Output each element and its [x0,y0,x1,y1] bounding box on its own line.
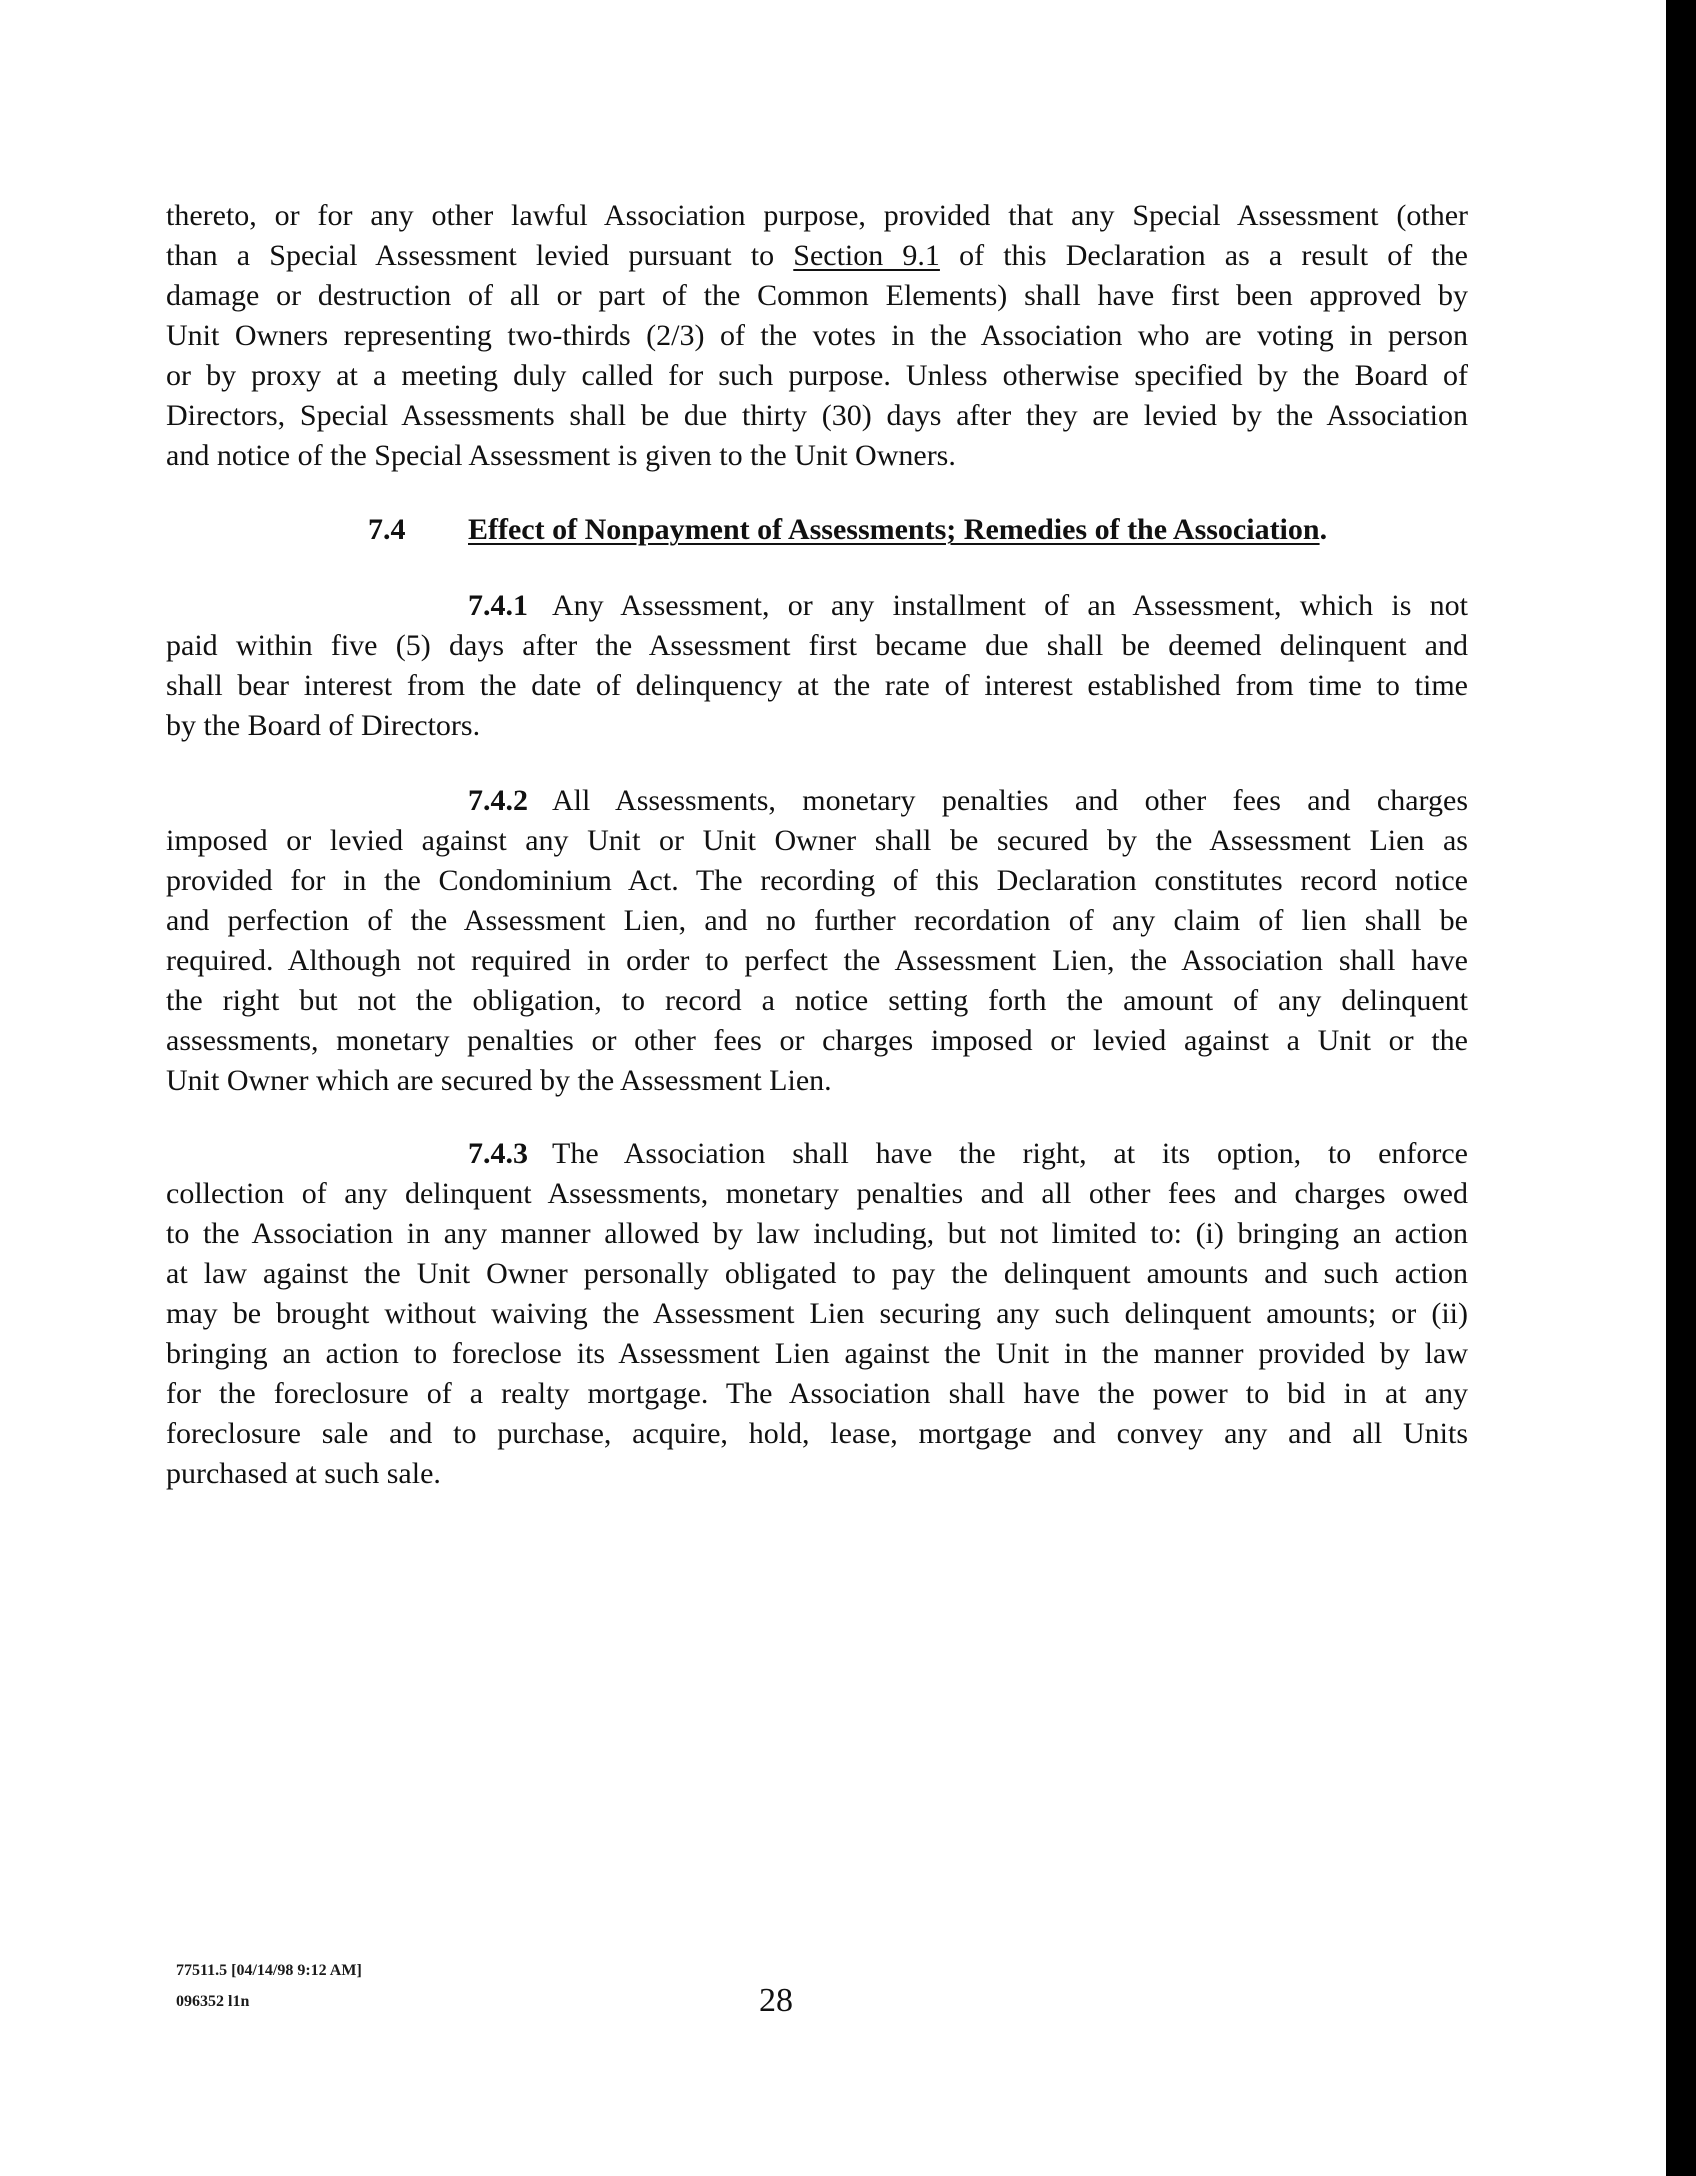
section-heading [368,510,1327,550]
footer-doc-id: 77511.5 [04/14/98 9:12 AM] [176,1962,362,1979]
text-line: may be brought without waiving the Assessment Lien securing any such delinquent amounts; or (ii) [166,1297,1468,1330]
text-segment: The Association shall have the right, at its option, to enforce [552,1137,1468,1170]
text-line: Directors, Special Assessments shall be due thirty (30) days after they are levied by the Association [166,399,1468,432]
text-segment: of this Declaration as a result of the [939,239,1468,272]
subsection-7-4-2 [166,781,1468,1101]
text-line: to the Association in any manner allowed by law including, but not limited to: (i) bringing an action [166,1217,1468,1250]
section-reference-link[interactable]: Section 9.1 [793,239,940,272]
text-line: assessments, monetary penalties or other fees or charges imposed or levied against a Unit or the [166,1024,1468,1057]
subsection-number: 7.4.1 [468,589,528,622]
section-title: Effect of Nonpayment of Assessments; Remedies of the Association [468,513,1320,546]
subsection-7-4-1 [166,586,1468,746]
text-line: imposed or levied against any Unit or Unit Owner shall be secured by the Assessment Lien as [166,824,1468,857]
subsection-number: 7.4.3 [468,1137,528,1170]
text-line: for the foreclosure of a realty mortgage. The Association shall have the power to bid in at any [166,1377,1468,1410]
text-line: paid within five (5) days after the Assessment first became due shall be deemed delinquent and [166,629,1468,662]
text-line: purchased at such sale. [166,1457,441,1490]
text-line: and perfection of the Assessment Lien, and no further recordation of any claim of lien shall be [166,904,1468,937]
text-line: shall bear interest from the date of delinquency at the rate of interest established from time to time [166,669,1468,702]
text-line: at law against the Unit Owner personally obligated to pay the delinquent amounts and such action [166,1257,1468,1290]
page-number: 28 [759,1982,793,2019]
text-segment: Any Assessment, or any installment of an Assessment, which is not [552,589,1468,622]
text-line: damage or destruction of all or part of the Common Elements) shall have first been approved by [166,279,1468,312]
text-line: or by proxy at a meeting duly called for such purpose. Unless otherwise specified by the Board of [166,359,1468,392]
text-line [166,236,1468,276]
text-segment: than a Special Assessment levied pursuant to [166,239,794,272]
text-line: the right but not the obligation, to record a notice setting forth the amount of any delinquent [166,984,1468,1017]
text-line: provided for in the Condominium Act. The recording of this Declaration constitutes record notice [166,864,1468,897]
text-line: Unit Owners representing two-thirds (2/3) of the votes in the Association who are voting in person [166,319,1468,352]
text-line: and notice of the Special Assessment is given to the Unit Owners. [166,439,956,472]
text-line: bringing an action to foreclose its Assessment Lien against the Unit in the manner provided by law [166,1337,1468,1370]
text-line: collection of any delinquent Assessments, monetary penalties and all other fees and charges owed [166,1177,1468,1210]
text-line: Unit Owner which are secured by the Assessment Lien. [166,1064,832,1097]
text-segment: All Assessments, monetary penalties and other fees and charges [552,784,1468,817]
text-line: foreclosure sale and to purchase, acquire, hold, lease, mortgage and convey any and all Units [166,1417,1468,1450]
footer-doc-code: 096352 l1n [176,1993,250,2010]
subsection-number: 7.4.2 [468,784,528,817]
text-line [166,1134,1468,1174]
text-line: required. Although not required in order to perfect the Assessment Lien, the Association shall have [166,944,1468,977]
text-line: thereto, or for any other lawful Association purpose, provided that any Special Assessment (other [166,199,1468,232]
section-number: 7.4 [368,513,406,546]
text-line [166,781,1468,821]
text-line [166,586,1468,626]
text-line: by the Board of Directors. [166,709,481,742]
section-title-period: . [1319,513,1328,546]
subsection-7-4-3 [166,1134,1468,1494]
scan-edge-bar [1666,0,1696,2176]
intro-paragraph [166,196,1468,476]
